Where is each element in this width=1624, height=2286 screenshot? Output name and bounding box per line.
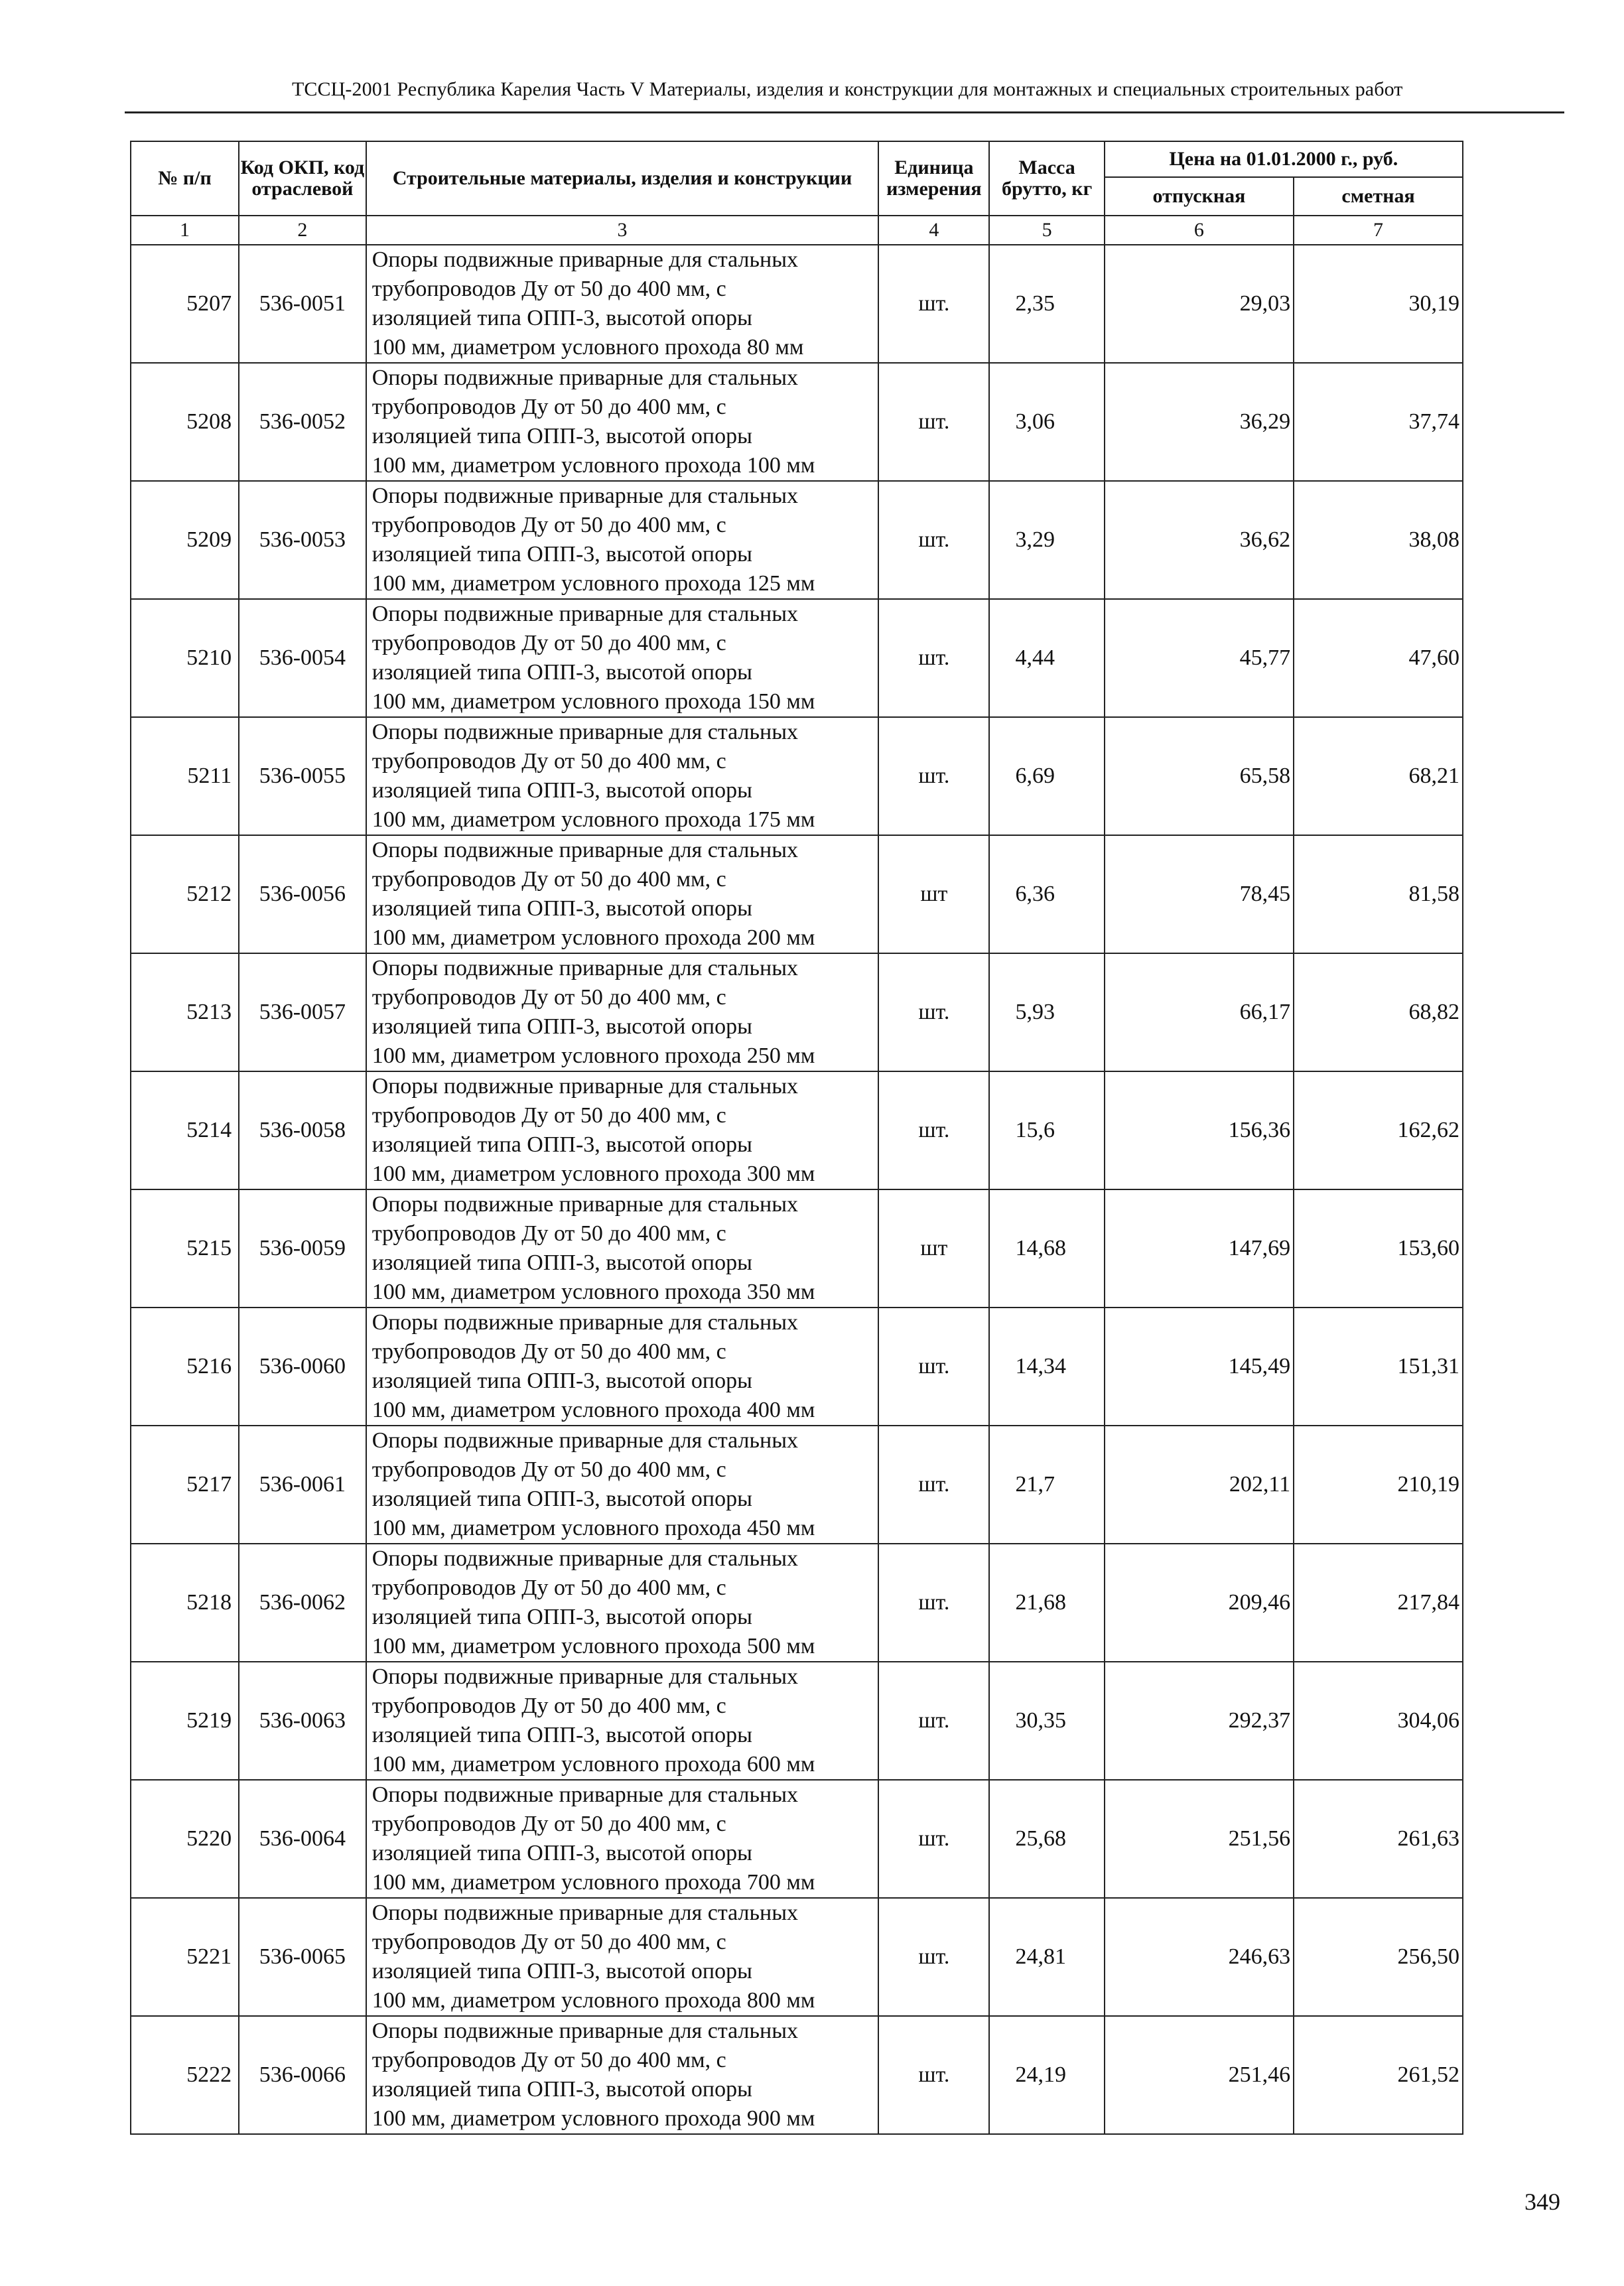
okp-code: 536-0063 <box>239 1662 366 1780</box>
description-line: 100 мм, диаметром условного прохода 300 мм <box>372 1162 815 1186</box>
description-line: трубопроводов Ду от 50 до 400 мм, с <box>372 1812 726 1836</box>
description-line: 100 мм, диаметром условного прохода 125 мм <box>372 571 815 596</box>
okp-code: 536-0051 <box>239 245 366 363</box>
unit-of-measure: шт <box>878 835 989 953</box>
table-row <box>131 1308 1463 1426</box>
material-description <box>366 1308 879 1426</box>
release-price: 78,45 <box>1105 835 1294 953</box>
column-number: 7 <box>1294 216 1463 245</box>
unit-of-measure: шт. <box>878 599 989 717</box>
estimate-price: 256,50 <box>1294 1898 1463 2016</box>
material-description <box>366 1426 879 1544</box>
row-number: 5221 <box>131 1898 239 2016</box>
description-line: 100 мм, диаметром условного прохода 600 мм <box>372 1752 815 1777</box>
page-number: 349 <box>1524 2188 1560 2215</box>
column-number: 2 <box>239 216 366 245</box>
description-line: трубопроводов Ду от 50 до 400 мм, с <box>372 1576 726 1600</box>
material-description <box>366 363 879 481</box>
description-line: Опоры подвижные приварные для стальных <box>372 1782 799 1807</box>
description-line: Опоры подвижные приварные для стальных <box>372 2019 799 2043</box>
table-row <box>131 1189 1463 1308</box>
release-price: 251,46 <box>1105 2016 1294 2134</box>
estimate-price: 210,19 <box>1294 1426 1463 1544</box>
table-row <box>131 1426 1463 1544</box>
estimate-price: 38,08 <box>1294 481 1463 599</box>
description-line: Опоры подвижные приварные для стальных <box>372 838 799 862</box>
table-row <box>131 717 1463 835</box>
material-description <box>366 2016 879 2134</box>
unit-of-measure: шт. <box>878 1071 989 1189</box>
description-line: 100 мм, диаметром условного прохода 400 мм <box>372 1398 815 1422</box>
gross-mass: 14,34 <box>989 1308 1104 1426</box>
gross-mass: 5,93 <box>989 953 1104 1071</box>
column-number: 3 <box>366 216 879 245</box>
release-price: 246,63 <box>1105 1898 1294 2016</box>
col-header-num: № п/п <box>131 141 239 216</box>
column-number-row <box>131 216 1463 245</box>
description-line: изоляцией типа ОПП-3, высотой опоры <box>372 1132 752 1157</box>
column-number: 5 <box>989 216 1104 245</box>
col-header-price-estimate: сметная <box>1294 177 1463 216</box>
gross-mass: 3,29 <box>989 481 1104 599</box>
okp-code: 536-0055 <box>239 717 366 835</box>
table-row <box>131 835 1463 953</box>
col-header-price-release: отпускная <box>1105 177 1294 216</box>
description-line: 100 мм, диаметром условного прохода 700 мм <box>372 1870 815 1895</box>
description-line: изоляцией типа ОПП-3, высотой опоры <box>372 1841 752 1865</box>
unit-of-measure: шт. <box>878 1308 989 1426</box>
unit-of-measure: шт. <box>878 1662 989 1780</box>
release-price: 209,46 <box>1105 1544 1294 1662</box>
unit-of-measure: шт. <box>878 953 989 1071</box>
column-number: 6 <box>1105 216 1294 245</box>
okp-code: 536-0058 <box>239 1071 366 1189</box>
description-line: изоляцией типа ОПП-3, высотой опоры <box>372 1487 752 1511</box>
estimate-price: 81,58 <box>1294 835 1463 953</box>
okp-code: 536-0059 <box>239 1189 366 1308</box>
description-line: изоляцией типа ОПП-3, высотой опоры <box>372 660 752 685</box>
row-number: 5212 <box>131 835 239 953</box>
okp-code: 536-0066 <box>239 2016 366 2134</box>
row-number: 5222 <box>131 2016 239 2134</box>
column-number: 4 <box>878 216 989 245</box>
okp-code: 536-0065 <box>239 1898 366 2016</box>
description-line: Опоры подвижные приварные для стальных <box>372 247 799 272</box>
description-line: трубопроводов Ду от 50 до 400 мм, с <box>372 1103 726 1128</box>
release-price: 36,29 <box>1105 363 1294 481</box>
description-line: 100 мм, диаметром условного прохода 450 мм <box>372 1516 815 1540</box>
description-line: изоляцией типа ОПП-3, высотой опоры <box>372 2077 752 2102</box>
material-description <box>366 1898 879 2016</box>
material-description <box>366 953 879 1071</box>
col-header-unit: Единица измерения <box>878 141 989 216</box>
estimate-price: 162,62 <box>1294 1071 1463 1189</box>
table-row <box>131 2016 1463 2134</box>
material-description <box>366 1662 879 1780</box>
unit-of-measure: шт. <box>878 1426 989 1544</box>
release-price: 156,36 <box>1105 1071 1294 1189</box>
table-row <box>131 1662 1463 1780</box>
description-line: Опоры подвижные приварные для стальных <box>372 1428 799 1453</box>
material-description <box>366 245 879 363</box>
gross-mass: 24,19 <box>989 2016 1104 2134</box>
release-price: 66,17 <box>1105 953 1294 1071</box>
description-line: изоляцией типа ОПП-3, высотой опоры <box>372 424 752 448</box>
description-line: трубопроводов Ду от 50 до 400 мм, с <box>372 2048 726 2072</box>
table-row <box>131 1071 1463 1189</box>
description-line: изоляцией типа ОПП-3, высотой опоры <box>372 1959 752 1983</box>
description-line: трубопроводов Ду от 50 до 400 мм, с <box>372 277 726 301</box>
gross-mass: 15,6 <box>989 1071 1104 1189</box>
description-line: 100 мм, диаметром условного прохода 350 мм <box>372 1280 815 1304</box>
description-line: 100 мм, диаметром условного прохода 250 мм <box>372 1043 815 1068</box>
okp-code: 536-0053 <box>239 481 366 599</box>
description-line: изоляцией типа ОПП-3, высотой опоры <box>372 1723 752 1747</box>
unit-of-measure: шт. <box>878 1544 989 1662</box>
description-line: трубопроводов Ду от 50 до 400 мм, с <box>372 1930 726 1954</box>
description-line: изоляцией типа ОПП-3, высотой опоры <box>372 1250 752 1275</box>
description-line: трубопроводов Ду от 50 до 400 мм, с <box>372 395 726 419</box>
table-row <box>131 953 1463 1071</box>
gross-mass: 2,35 <box>989 245 1104 363</box>
table-row <box>131 245 1463 363</box>
material-description <box>366 1071 879 1189</box>
gross-mass: 4,44 <box>989 599 1104 717</box>
unit-of-measure: шт. <box>878 363 989 481</box>
gross-mass: 21,68 <box>989 1544 1104 1662</box>
estimate-price: 151,31 <box>1294 1308 1463 1426</box>
release-price: 45,77 <box>1105 599 1294 717</box>
description-line: Опоры подвижные приварные для стальных <box>372 1664 799 1689</box>
row-number: 5216 <box>131 1308 239 1426</box>
row-number: 5210 <box>131 599 239 717</box>
okp-code: 536-0054 <box>239 599 366 717</box>
estimate-price: 47,60 <box>1294 599 1463 717</box>
material-description <box>366 1780 879 1898</box>
description-line: изоляцией типа ОПП-3, высотой опоры <box>372 542 752 567</box>
row-number: 5207 <box>131 245 239 363</box>
description-line: трубопроводов Ду от 50 до 400 мм, с <box>372 1339 726 1364</box>
description-line: трубопроводов Ду от 50 до 400 мм, с <box>372 867 726 892</box>
header-divider <box>125 111 1564 113</box>
column-number: 1 <box>131 216 239 245</box>
description-line: 100 мм, диаметром условного прохода 900 мм <box>372 2106 815 2131</box>
unit-of-measure: шт <box>878 1189 989 1308</box>
gross-mass: 30,35 <box>989 1662 1104 1780</box>
description-line: изоляцией типа ОПП-3, высотой опоры <box>372 896 752 921</box>
release-price: 65,58 <box>1105 717 1294 835</box>
gross-mass: 21,7 <box>989 1426 1104 1544</box>
unit-of-measure: шт. <box>878 717 989 835</box>
gross-mass: 3,06 <box>989 363 1104 481</box>
row-number: 5214 <box>131 1071 239 1189</box>
release-price: 29,03 <box>1105 245 1294 363</box>
okp-code: 536-0060 <box>239 1308 366 1426</box>
description-line: Опоры подвижные приварные для стальных <box>372 484 799 508</box>
unit-of-measure: шт. <box>878 481 989 599</box>
row-number: 5211 <box>131 717 239 835</box>
okp-code: 536-0056 <box>239 835 366 953</box>
description-line: трубопроводов Ду от 50 до 400 мм, с <box>372 631 726 655</box>
price-table <box>130 141 1463 2135</box>
row-number: 5213 <box>131 953 239 1071</box>
row-number: 5208 <box>131 363 239 481</box>
description-line: 100 мм, диаметром условного прохода 150 мм <box>372 689 815 714</box>
description-line: изоляцией типа ОПП-3, высотой опоры <box>372 1369 752 1393</box>
estimate-price: 68,82 <box>1294 953 1463 1071</box>
description-line: трубопроводов Ду от 50 до 400 мм, с <box>372 1694 726 1718</box>
description-line: трубопроводов Ду от 50 до 400 мм, с <box>372 1221 726 1246</box>
description-line: трубопроводов Ду от 50 до 400 мм, с <box>372 513 726 537</box>
description-line: 100 мм, диаметром условного прохода 200 мм <box>372 925 815 950</box>
release-price: 147,69 <box>1105 1189 1294 1308</box>
row-number: 5215 <box>131 1189 239 1308</box>
material-description <box>366 1544 879 1662</box>
table-row <box>131 1780 1463 1898</box>
description-line: 100 мм, диаметром условного прохода 500 мм <box>372 1634 815 1658</box>
row-number: 5218 <box>131 1544 239 1662</box>
description-line: 100 мм, диаметром условного прохода 100 мм <box>372 453 815 478</box>
estimate-price: 37,74 <box>1294 363 1463 481</box>
row-number: 5219 <box>131 1662 239 1780</box>
running-header: ТССЦ-2001 Республика Карелия Часть V Материалы, изделия и конструкции для монтажных и специальных строительных работ <box>292 78 1403 100</box>
material-description <box>366 717 879 835</box>
release-price: 36,62 <box>1105 481 1294 599</box>
okp-code: 536-0062 <box>239 1544 366 1662</box>
estimate-price: 153,60 <box>1294 1189 1463 1308</box>
material-description <box>366 481 879 599</box>
estimate-price: 304,06 <box>1294 1662 1463 1780</box>
description-line: изоляцией типа ОПП-3, высотой опоры <box>372 1605 752 1629</box>
unit-of-measure: шт. <box>878 1898 989 2016</box>
estimate-price: 261,63 <box>1294 1780 1463 1898</box>
material-description <box>366 599 879 717</box>
row-number: 5220 <box>131 1780 239 1898</box>
description-line: Опоры подвижные приварные для стальных <box>372 366 799 390</box>
col-header-price-group: Цена на 01.01.2000 г., руб. <box>1105 141 1463 177</box>
row-number: 5217 <box>131 1426 239 1544</box>
row-number: 5209 <box>131 481 239 599</box>
description-line: 100 мм, диаметром условного прохода 80 мм <box>372 335 804 360</box>
estimate-price: 68,21 <box>1294 717 1463 835</box>
description-line: Опоры подвижные приварные для стальных <box>372 1192 799 1217</box>
description-line: Опоры подвижные приварные для стальных <box>372 1074 799 1099</box>
description-line: трубопроводов Ду от 50 до 400 мм, с <box>372 985 726 1010</box>
description-line: 100 мм, диаметром условного прохода 800 мм <box>372 1988 815 2013</box>
release-price: 202,11 <box>1105 1426 1294 1544</box>
unit-of-measure: шт. <box>878 245 989 363</box>
okp-code: 536-0064 <box>239 1780 366 1898</box>
okp-code: 536-0052 <box>239 363 366 481</box>
estimate-price: 30,19 <box>1294 245 1463 363</box>
description-line: Опоры подвижные приварные для стальных <box>372 956 799 980</box>
description-line: изоляцией типа ОПП-3, высотой опоры <box>372 306 752 330</box>
gross-mass: 24,81 <box>989 1898 1104 2016</box>
table-row <box>131 363 1463 481</box>
table-row <box>131 1544 1463 1662</box>
description-line: трубопроводов Ду от 50 до 400 мм, с <box>372 749 726 773</box>
release-price: 292,37 <box>1105 1662 1294 1780</box>
description-line: Опоры подвижные приварные для стальных <box>372 1546 799 1571</box>
col-header-name: Строительные материалы, изделия и конструкции <box>366 141 879 216</box>
table-row <box>131 599 1463 717</box>
okp-code: 536-0061 <box>239 1426 366 1544</box>
description-line: Опоры подвижные приварные для стальных <box>372 1310 799 1335</box>
okp-code: 536-0057 <box>239 953 366 1071</box>
estimate-price: 261,52 <box>1294 2016 1463 2134</box>
description-line: Опоры подвижные приварные для стальных <box>372 602 799 626</box>
description-line: трубопроводов Ду от 50 до 400 мм, с <box>372 1457 726 1482</box>
material-description <box>366 835 879 953</box>
unit-of-measure: шт. <box>878 1780 989 1898</box>
unit-of-measure: шт. <box>878 2016 989 2134</box>
col-header-mass: Масса брутто, кг <box>989 141 1104 216</box>
description-line: изоляцией типа ОПП-3, высотой опоры <box>372 778 752 803</box>
material-description <box>366 1189 879 1308</box>
gross-mass: 25,68 <box>989 1780 1104 1898</box>
description-line: Опоры подвижные приварные для стальных <box>372 720 799 744</box>
gross-mass: 6,36 <box>989 835 1104 953</box>
table-row <box>131 1898 1463 2016</box>
estimate-price: 217,84 <box>1294 1544 1463 1662</box>
gross-mass: 6,69 <box>989 717 1104 835</box>
description-line: 100 мм, диаметром условного прохода 175 мм <box>372 807 815 832</box>
release-price: 145,49 <box>1105 1308 1294 1426</box>
gross-mass: 14,68 <box>989 1189 1104 1308</box>
col-header-code: Код ОКП, код отраслевой <box>239 141 366 216</box>
description-line: Опоры подвижные приварные для стальных <box>372 1901 799 1925</box>
table-row <box>131 481 1463 599</box>
release-price: 251,56 <box>1105 1780 1294 1898</box>
description-line: изоляцией типа ОПП-3, высотой опоры <box>372 1014 752 1039</box>
